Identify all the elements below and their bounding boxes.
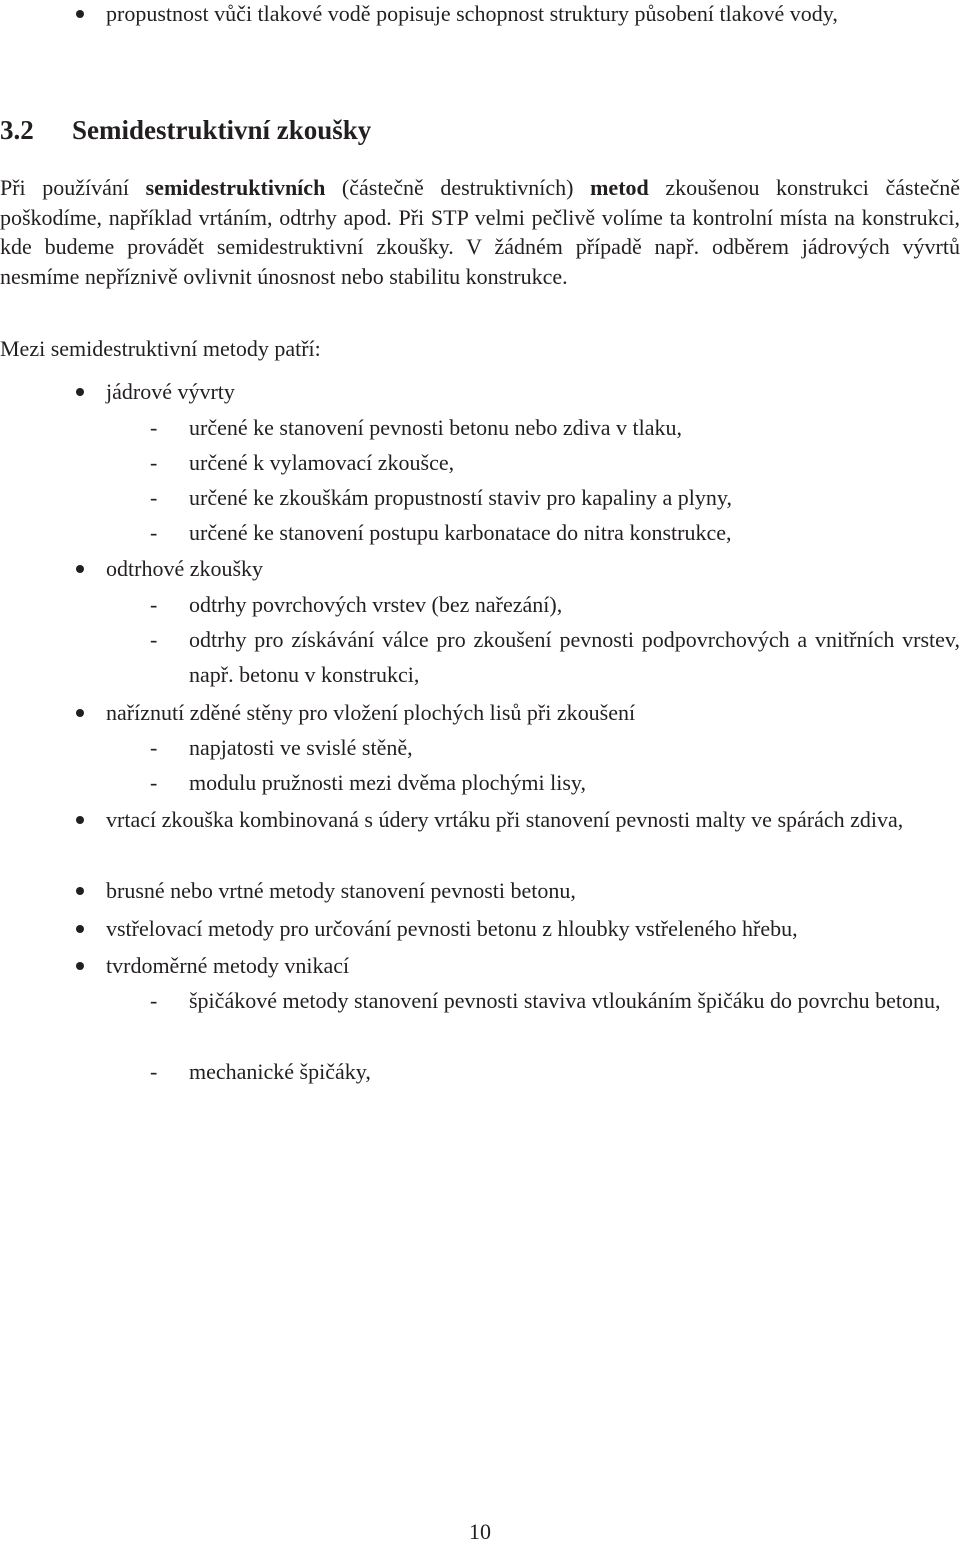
intro-text-1: Při používání [0,175,146,200]
dash-marker: - [150,592,158,617]
dash-marker: - [150,627,158,652]
bullet-icon [76,816,84,824]
sub-item: určené ke stanovení postupu karbonatace do nitra konstrukce, [189,520,732,545]
list-item-grind: brusné nebo vrtné metody stanovení pevnosti betonu, [106,878,576,903]
sub-item: určené k vylamovací zkoušce, [189,450,455,475]
sub-item: špičákové metody stanovení pevnosti staviva vtloukáním špičáku do povrchu betonu, [189,988,941,1013]
dash-marker: - [150,485,158,510]
sub-item: určené ke zkouškám propustností staviv pro kapaliny a plyny, [189,485,732,510]
list-item-core: jádrové vývrty [106,379,235,404]
dash-marker: - [150,735,158,760]
list-item-shoot: vstřelovací metody pro určování pevnosti betonu z hloubky vstřeleného hřebu, [106,916,798,941]
list-item-drill: vrtací zkouška kombinovaná s údery vrtáku při stanovení pevnosti malty ve spárách zdiva, [106,807,904,832]
dash-marker: - [150,415,158,440]
intro-bold-1: semidestruktivních [145,175,326,200]
sub-item: odtrhy pro získávání válce pro zkoušení pevnosti podpovrchových a vnitřních vrstev, např. betonu v konstrukci, [189,627,960,687]
list-item-cut: naříznutí zděné stěny pro vložení plochých lisů při zkoušení [106,700,636,725]
intro-bold-2: metod [590,175,649,200]
dash-marker: - [150,988,158,1013]
intro-text-3: zkoušenou konstrukci částečně poškodíme, například vrtáním, odtrhy apod. Při STP velmi pečlivě volíme ta kontrolní místa na konstrukci, kde budeme provádět semidestruktivní zkoušky. V žádném případě např. odběrem jádrových vývrtů nesmíme nepříznivě ovlivnit únosnost nebo stabilitu konstrukce. [0,175,960,289]
bullet-icon [76,887,84,895]
section-heading [0,114,371,146]
bullet-icon [76,10,84,18]
dash-marker: - [150,1059,158,1084]
sub-item: odtrhy povrchových vrstev (bez nařezání), [189,592,563,617]
dash-marker: - [150,770,158,795]
sub-item: mechanické špičáky, [189,1059,371,1084]
sub-item: modulu pružnosti mezi dvěma plochými lisy, [189,770,586,795]
bullet-icon [76,709,84,717]
page-number: 10 [469,1519,491,1544]
bullet-icon [76,388,84,396]
section-title: Semidestruktivní zkoušky [72,115,372,145]
section-number: 3.2 [0,115,34,145]
intro-text-2: (částečně destruktivních) [325,175,591,200]
list-item-pulloff: odtrhové zkoušky [106,556,264,581]
bullet-icon [76,925,84,933]
list-item-hardness: tvrdoměrné metody vnikací [106,953,350,978]
dash-marker: - [150,450,158,475]
bullet-icon [76,565,84,573]
intro-paragraph [0,173,960,291]
list-intro: Mezi semidestruktivní metody patří: [0,336,321,361]
sub-item: napjatosti ve svislé stěně, [189,735,413,760]
sub-item: určené ke stanovení pevnosti betonu nebo zdiva v tlaku, [189,415,683,440]
top-bullet-text: propustnost vůči tlakové vodě popisuje schopnost struktury působení tlakové vody, [106,1,838,26]
dash-marker: - [150,520,158,545]
bullet-icon [76,962,84,970]
